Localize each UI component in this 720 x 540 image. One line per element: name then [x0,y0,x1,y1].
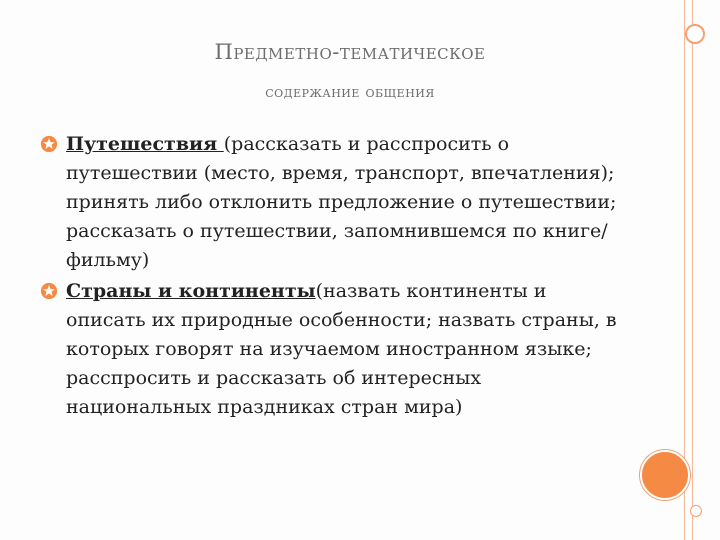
item-keyword: Страны и континенты [66,280,316,302]
bullet-list [40,130,630,424]
star-bullet-icon [40,135,58,153]
decorative-circle-icon [690,505,702,517]
decorative-line [692,0,693,540]
star-bullet-icon [40,282,58,300]
title-line-2: содержание общения [265,82,435,101]
decorative-circle-icon [685,24,705,44]
decorative-orange-circle-icon [640,450,690,500]
item-text: (рассказать и расспросить о путешествии (место, время, транспорт, впечатления); принять либо отклонить предложение о путешествии; рассказать о путешествии, запомнившемся по книге/фильму) [66,133,617,271]
item-text: (назвать континенты и описать их природные особенности; назвать страны, в которых говорят на изучаемом иностранном языке; расспросить и рассказать об интересных национальных праздниках стран мира) [66,280,617,418]
list-item [40,277,630,422]
list-item [40,130,630,275]
item-keyword: Путешествия [66,133,224,155]
slide-title [130,35,570,107]
title-line-1: Предметно-тематическое [214,40,486,64]
